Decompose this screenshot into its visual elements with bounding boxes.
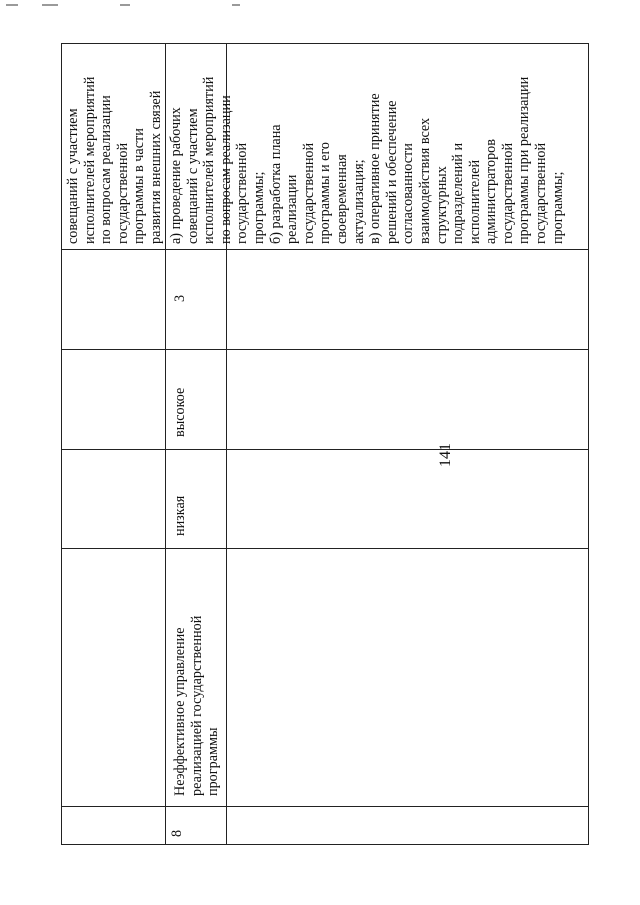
risk-description: Неэффективное управление реализацией государственной программы bbox=[172, 615, 222, 796]
column-divider bbox=[165, 44, 166, 844]
row-divider bbox=[62, 249, 588, 250]
row-divider bbox=[62, 449, 588, 450]
risk-table bbox=[61, 43, 589, 845]
row-number: 8 bbox=[169, 829, 185, 837]
measures-text: а) проведение рабочих совещаний с участием исполнителей мероприятий по вопросам реализации государственной программы; б) разработка плана реализации государственной программы и его своевременная актуализация; в) оперативное принятие решений и обеспечение согласованности взаимодействия всех структурных подразделений и исполнителей администраторов государственной программы при реализации государственной программы; bbox=[168, 76, 566, 244]
impact-value: высокое bbox=[172, 387, 188, 437]
probability-value: низкая bbox=[172, 495, 188, 536]
page-number: 141 bbox=[437, 443, 454, 467]
score-value: 3 bbox=[172, 294, 188, 302]
row-divider bbox=[62, 806, 588, 807]
row-divider bbox=[62, 349, 588, 350]
continued-measures-text: совещаний с участием исполнителей мероприятий по вопросам реализации государственной программы в части развития внешних связей bbox=[65, 76, 164, 244]
row-divider bbox=[62, 548, 588, 549]
